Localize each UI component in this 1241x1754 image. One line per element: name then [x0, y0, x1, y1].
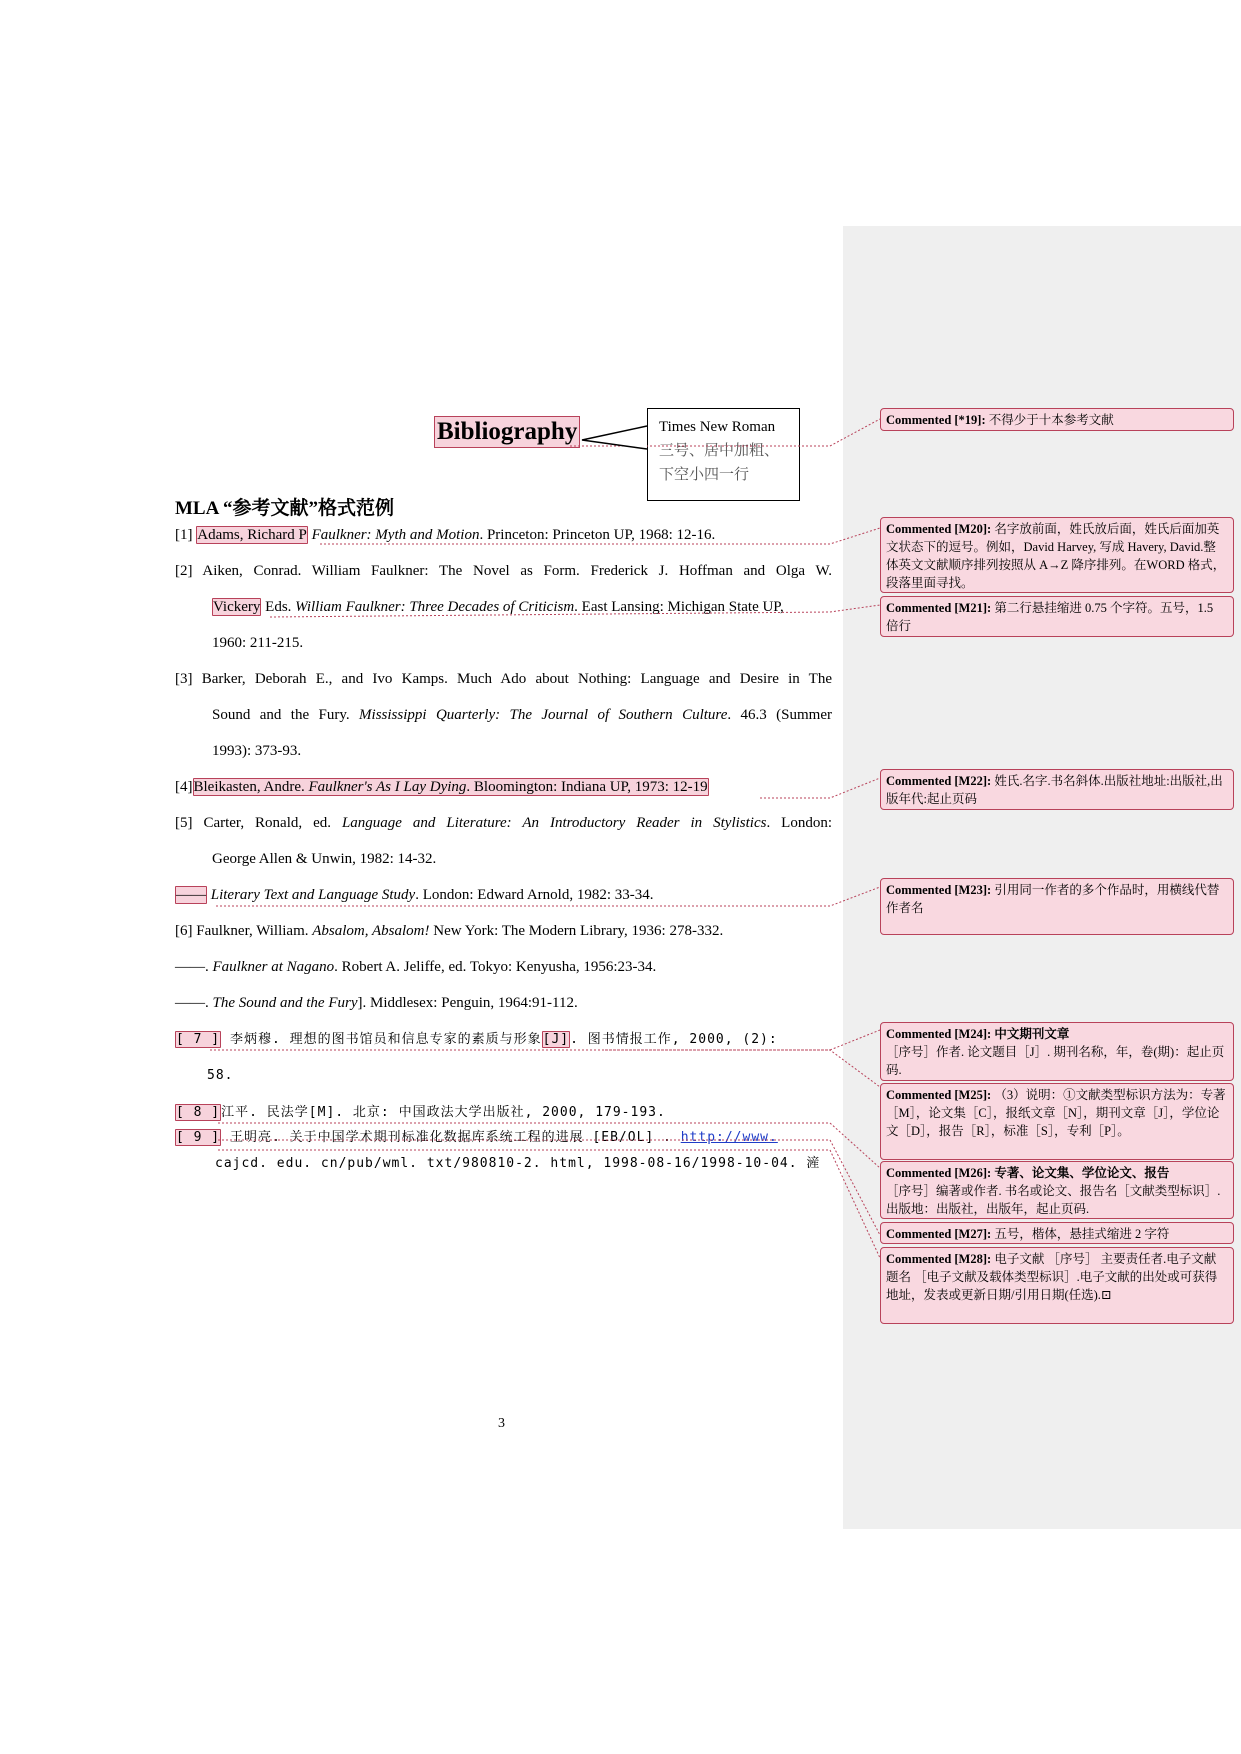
ref-line: 1993): 373-93. [212, 743, 302, 759]
callout-line: 下空小四一行 [659, 467, 750, 483]
comment-heading: 专著、论文集、学位论文、报告 [994, 1166, 1170, 1180]
commented-text[interactable]: [J] [542, 1032, 570, 1047]
comment-label: Commented [M20]: [886, 522, 992, 536]
comment-text: 电子文献 ［序号］ 主要责任者.电子文献题名 ［电子文献及载体类型标识］.电子文献的出处或可获得地址，发表或更新日期/引用日期(任选).⊡ [886, 1252, 1218, 1302]
comment-balloon[interactable] [880, 878, 1234, 935]
comment-balloon[interactable] [880, 1083, 1234, 1160]
callout-line: 三号、居中加粗、 [659, 443, 780, 459]
comment-text: 第二行悬挂缩进 0.75 个字符。五号，1.5 倍行 [886, 601, 1214, 633]
ref-text: 李炳穆. 理想的图书馆员和信息专家的素质与形象 [229, 1032, 542, 1047]
ref-link[interactable]: http://www. [680, 1130, 778, 1145]
ref-title: Language and Literature: An Introductory Reader in Stylistics [341, 815, 767, 831]
commented-text[interactable]: —— [176, 887, 206, 903]
reference-entry [175, 769, 832, 805]
ref-publication: New York: The Modern Library, 1936: 278-332. [429, 923, 724, 939]
comment-label: Commented [M22]: [886, 774, 992, 788]
callout-line: Times New Roman [659, 419, 776, 435]
ref-publication: . East Lansing: Michigan State UP, [574, 599, 784, 615]
page-number: 3 [498, 1416, 505, 1431]
reference-entry [175, 805, 832, 877]
ref-publication: . 图书情报工作, 2000, (2): [570, 1032, 778, 1047]
ref-author: [5] Carter, Ronald, ed. [175, 815, 342, 831]
reference-entry [175, 517, 832, 553]
reference-entry [175, 1125, 835, 1177]
comment-label: Commented [M28]: [886, 1252, 992, 1266]
reference-entry [175, 553, 832, 661]
ref-text: 王明亮. 关于中国学术期刊标准化数据库系统工程的进展 [EB/OL] . [221, 1130, 681, 1145]
ref-title: The Sound and the Fury [212, 995, 358, 1011]
comment-label: Commented [M24]: [886, 1027, 992, 1041]
comment-text: （3）说明：①文献类型标识方法为：专著［M］，论文集［C］，报纸文章［N］，期刊文章［J］，学位论文［D］，报告［R］，标准［S］，专利［P］。 [886, 1088, 1226, 1138]
ref-line: [2] Aiken, Conrad. William Faulkner: The Novel as Form. Frederick J. Hoffman and Olga W. [175, 563, 832, 579]
commented-text[interactable]: [ 8 ] [176, 1105, 221, 1120]
ref-dash: ——. [175, 959, 213, 975]
comment-balloon[interactable] [880, 517, 1234, 593]
comment-label: Commented [M27]: [886, 1227, 992, 1241]
comment-text: 名字放前面，姓氏放后面，姓氏后面加英文状态下的逗号。例如，David Harvey, 写成 Havery, David.整体英文文献顺序排列按照从 A→Z 降序排列。在WORD 格式，段落里面寻找。 [886, 522, 1226, 590]
reference-entry [175, 661, 832, 769]
ref-volume: . 46.3 (Summer [727, 707, 832, 723]
comment-balloon[interactable] [880, 1022, 1234, 1081]
ref-publication: ]. Middlesex: Penguin, 1964:91-112. [357, 995, 578, 1011]
ref-title: Absalom, Absalom! [312, 923, 430, 939]
reference-entry [175, 913, 832, 949]
comment-balloon[interactable] [880, 1161, 1234, 1219]
reference-entry [175, 877, 832, 913]
comment-balloon[interactable] [880, 1222, 1234, 1244]
page-title[interactable]: Bibliography [434, 416, 580, 448]
comment-text: ［序号］作者. 论文题目［J］. 期刊名称，年，卷(期)：起止页码. [886, 1045, 1225, 1077]
ref-publication: . Bloomington: Indiana UP, 1973: 12-19 [466, 779, 708, 795]
ref-number: [1] [175, 527, 193, 543]
ref-editor: Eds. [261, 599, 296, 615]
comment-balloon[interactable] [880, 769, 1234, 810]
comment-balloon[interactable] [880, 596, 1234, 637]
ref-line: 58. [207, 1068, 234, 1083]
commented-text[interactable]: Vickery [213, 599, 261, 615]
comment-label: Commented [M23]: [886, 883, 992, 897]
ref-number: [4] [175, 779, 193, 795]
ref-line: George Allen & Unwin, 1982: 14-32. [212, 851, 437, 867]
commented-text[interactable]: [ 7 ] [176, 1032, 221, 1047]
commented-text[interactable]: Adams, Richard P [197, 527, 307, 543]
format-callout-box[interactable] [647, 408, 800, 501]
ref-text: 江平. 民法学[M]. 北京: 中国政法大学出版社, 2000, 179-193. [221, 1105, 666, 1120]
ref-dash: ——. [175, 995, 213, 1011]
ref-title: Literary Text and Language Study [210, 887, 416, 903]
ref-title: Faulkner at Nagano [212, 959, 335, 975]
ref-publication: . London: Edward Arnold, 1982: 33-34. [415, 887, 654, 903]
comment-label: Commented [M21]: [886, 601, 992, 615]
ref-publication: . London: [766, 815, 832, 831]
reference-entry [175, 985, 832, 1021]
ref-author: [6] Faulkner, William. [175, 923, 313, 939]
comment-heading: 中文期刊文章 [994, 1027, 1070, 1041]
ref-publication: . Robert A. Jeliffe, ed. Tokyo: Kenyusha, 1956:23-34. [334, 959, 657, 975]
comment-label: Commented [*19]: [886, 413, 986, 427]
comment-text: ［序号］编著或作者. 书名或论文、报告名［文献类型标识］. 出版地：出版社，出版年，起止页码. [886, 1184, 1221, 1216]
ref-author: Bleikasten, Andre. [193, 779, 309, 795]
ref-line: [3] Barker, Deborah E., and Ivo Kamps. Much Ado about Nothing: Language and Desire in The [175, 671, 832, 687]
ref-publication: . Princeton: Princeton UP, 1968: 12-16. [479, 527, 716, 543]
ref-title: Faulkner's As I Lay Dying [308, 779, 467, 795]
comment-text: 五号，楷体，悬挂式缩进 2 字符 [994, 1227, 1170, 1241]
section-subheading: MLA “参考文献”格式范例 [175, 498, 395, 519]
ref-title: Sound and the Fury. [212, 707, 360, 723]
comment-text: 引用同一作者的多个作品时，用横线代替作者名 [886, 883, 1220, 915]
comment-label: Commented [M26]: [886, 1166, 992, 1180]
ref-title: Faulkner: Myth and Motion [311, 527, 480, 543]
ref-line: 1960: 211-215. [212, 635, 304, 651]
comment-balloon[interactable] [880, 408, 1234, 431]
comment-balloon[interactable] [880, 1247, 1234, 1324]
callout-pointer [582, 426, 647, 449]
commented-text[interactable] [193, 778, 709, 796]
comment-text: 不得少于十本参考文献 [988, 413, 1114, 427]
commented-text[interactable]: [ 9 ] [176, 1130, 221, 1145]
reference-entry [175, 1022, 835, 1094]
ref-line: cajcd. edu. cn/pub/wml. txt/980810-2. html, 1998-08-16/1998-10-04. 滻 [215, 1156, 821, 1171]
ref-journal: Mississippi Quarterly: The Journal of Southern Culture [359, 707, 728, 723]
comment-text: 姓氏.名字.书名斜体.出版社地址:出版社,出版年代:起止页码 [886, 774, 1223, 806]
reference-entry [175, 949, 832, 985]
ref-title: William Faulkner: Three Decades of Criticism [295, 599, 575, 615]
comment-label: Commented [M25]: [886, 1088, 992, 1102]
